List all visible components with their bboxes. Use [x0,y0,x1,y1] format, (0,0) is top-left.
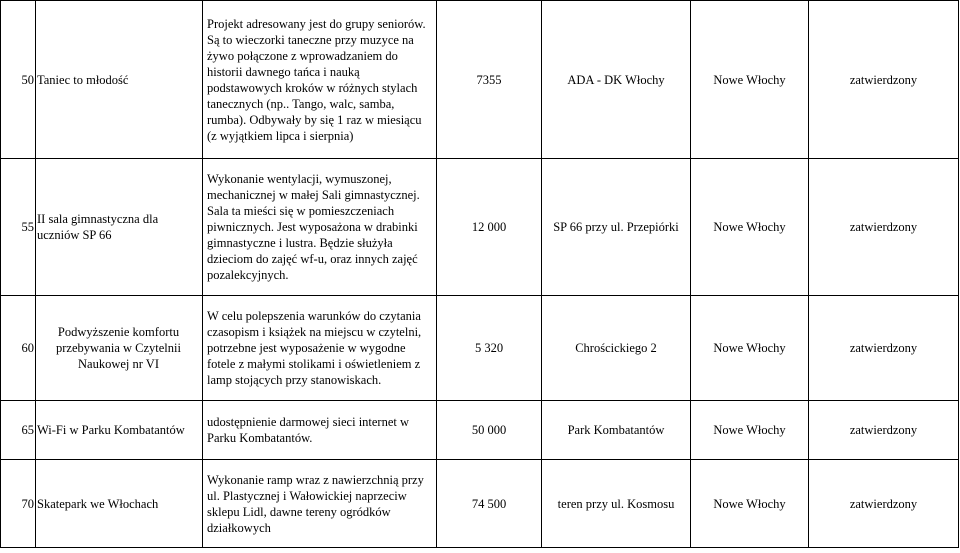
table-row [1,159,959,296]
table-row [1,401,959,460]
project-number: 70 [1,460,36,548]
table-row [1,296,959,401]
project-location: teren przy ul. Kosmosu [542,460,691,548]
project-number: 55 [1,159,36,296]
project-number: 60 [1,296,36,401]
project-name: Skatepark we Włochach [36,460,203,548]
project-status: zatwierdzony [809,460,959,548]
project-name: Podwyższenie komfortu przebywania w Czytelnii Naukowej nr VI [36,296,203,401]
project-number: 50 [1,1,36,159]
project-status: zatwierdzony [809,1,959,159]
project-number: 65 [1,401,36,460]
project-status: zatwierdzony [809,159,959,296]
project-status: zatwierdzony [809,296,959,401]
project-description: udostępnienie darmowej sieci internet w Parku Kombatantów. [203,401,437,460]
table-row [1,460,959,548]
project-cost: 5 320 [437,296,542,401]
project-description: W celu polepszenia warunków do czytania czasopism i książek na miejscu w czytelni, potrzebne jest wyposażenie w wygodne fotele z małymi stolikami i oświetleniem z lamp stojących przy stanowiskach. [203,296,437,401]
project-name: II sala gimnastyczna dla uczniów SP 66 [36,159,203,296]
project-district: Nowe Włochy [691,296,809,401]
project-location: SP 66 przy ul. Przepiórki [542,159,691,296]
project-name: Wi-Fi w Parku Kombatantów [36,401,203,460]
project-district: Nowe Włochy [691,401,809,460]
project-district: Nowe Włochy [691,1,809,159]
project-cost: 7355 [437,1,542,159]
project-cost: 12 000 [437,159,542,296]
project-description: Projekt adresowany jest do grupy seniorów. Są to wieczorki taneczne przy muzyce na żywo połączone z wprowadzaniem do historii dawnego tańca i nauką podstawowych kroków w różnych stylach tanecznych (np.. Tango, walc, samba, rumba). Odbywały by się 1 raz w miesiącu (z wyjątkiem lipca i sierpnia) [203,1,437,159]
project-description: Wykonanie wentylacji, wymuszonej, mechanicznej w małej Sali gimnastycznej. Sala ta mieści się w pomieszczeniach piwnicznych. Jest wyposażona w drabinki gimnastyczne i lustra. Będzie służyła dzieciom do zajęć wf-u, oraz innych zajęć pozalekcyjnych. [203,159,437,296]
project-status: zatwierdzony [809,401,959,460]
project-district: Nowe Włochy [691,159,809,296]
project-district: Nowe Włochy [691,460,809,548]
project-location: ADA - DK Włochy [542,1,691,159]
project-location: Park Kombatantów [542,401,691,460]
project-description: Wykonanie ramp wraz z nawierzchnią przy ul. Plastycznej i Wałowickiej naprzeciw sklepu Lidl, dawne tereny ogródków działkowych [203,460,437,548]
project-cost: 74 500 [437,460,542,548]
project-cost: 50 000 [437,401,542,460]
project-location: Chrościckiego 2 [542,296,691,401]
project-name: Taniec to młodość [36,1,203,159]
table-row [1,1,959,159]
